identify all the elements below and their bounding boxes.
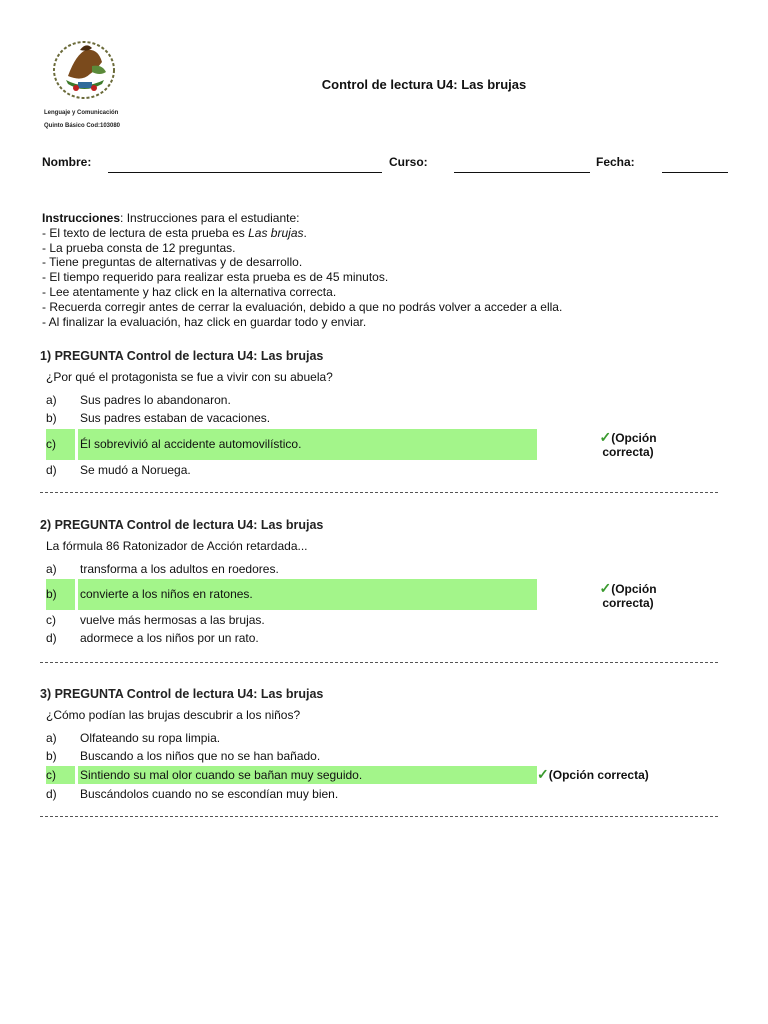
instruction-line: - Lee atentamente y haz click en la alternativa correcta.: [42, 284, 337, 299]
book-title: Las brujas: [248, 225, 304, 240]
document-title: Control de lectura U4: Las brujas: [321, 77, 527, 92]
subject-label: Lenguaje y Comunicación: [44, 110, 119, 116]
option-text: Sus padres estaban de vacaciones.: [80, 411, 271, 425]
q1-option-a[interactable]: [46, 391, 537, 410]
question-2-title: 2) PREGUNTA Control de lectura U4: Las brujas: [40, 518, 324, 532]
option-text: adormece a los niños por un rato.: [80, 631, 259, 645]
instruction-line: - Tiene preguntas de alternativas y de desarrollo.: [42, 255, 303, 270]
option-letter: d): [46, 631, 57, 645]
q2-option-a[interactable]: [46, 560, 537, 579]
q3-option-a[interactable]: [46, 729, 537, 748]
option-text: Olfateando su ropa limpia.: [80, 731, 221, 745]
question-divider: [40, 492, 718, 493]
mark-text: (Opción: [611, 582, 657, 596]
option-text: Sus padres lo abandonaron.: [80, 393, 231, 407]
option-text: Sintiendo su mal olor cuando se bañan muy seguido.: [80, 768, 363, 782]
question-divider: [40, 816, 718, 817]
instruction-line: - Al finalizar la evaluación, haz click en guardar todo y enviar.: [42, 314, 367, 329]
option-letter: c): [46, 437, 56, 451]
question-3-text: ¿Cómo podían las brujas descubrir a los niños?: [46, 708, 301, 722]
question-2-text: La fórmula 86 Ratonizador de Acción retardada...: [46, 539, 308, 553]
name-label: Nombre:: [42, 155, 92, 169]
q2-option-c[interactable]: [46, 611, 537, 630]
instructions-heading: Instrucciones: [42, 211, 121, 225]
name-line: [108, 172, 382, 173]
option-letter: b): [46, 411, 57, 425]
checkmark-icon: ✓: [599, 429, 612, 445]
checkmark-icon: ✓: [599, 580, 612, 596]
date-label: Fecha:: [596, 155, 635, 169]
option-letter: a): [46, 731, 57, 745]
q3-option-b[interactable]: [46, 747, 537, 766]
instruction-line: - La prueba consta de 12 preguntas.: [42, 240, 236, 255]
option-letter: b): [46, 587, 57, 601]
mark-text: correcta): [602, 596, 654, 610]
option-text: Se mudó a Noruega.: [80, 463, 191, 477]
option-letter: b): [46, 749, 57, 763]
instructions-intro: : Instrucciones para el estudiante:: [120, 211, 300, 225]
date-line: [662, 172, 728, 173]
q1-option-d[interactable]: [46, 461, 537, 480]
instruction-line: - El texto de lectura de esta prueba es: [42, 225, 249, 240]
option-letter: a): [46, 393, 57, 407]
mark-text: correcta): [602, 445, 654, 459]
option-letter: d): [46, 787, 57, 801]
option-letter: a): [46, 562, 57, 576]
option-letter: d): [46, 463, 57, 477]
option-text: transforma a los adultos en roedores.: [80, 562, 279, 576]
q3-option-c[interactable]: [46, 766, 537, 784]
option-letter: c): [46, 613, 56, 627]
q1-option-b[interactable]: [46, 409, 537, 428]
course-label: Curso:: [389, 155, 428, 169]
mark-text: (Opción correcta): [548, 768, 649, 782]
q3-correct-mark: [537, 767, 649, 782]
q2-correct-mark: [588, 581, 668, 610]
option-text: convierte a los niños en ratones.: [80, 587, 253, 601]
option-text: Buscando a los niños que no se han bañado.: [80, 749, 321, 763]
checkmark-icon: ✓: [537, 766, 549, 782]
course-line: [454, 172, 590, 173]
q3-option-d[interactable]: [46, 785, 537, 804]
coat-of-arms-logo-icon: [46, 36, 122, 102]
q1-option-c[interactable]: [46, 429, 537, 460]
question-1-title: 1) PREGUNTA Control de lectura U4: Las brujas: [40, 349, 324, 363]
option-text: Él sobrevivió al accidente automovilístico.: [80, 437, 302, 451]
question-3-title: 3) PREGUNTA Control de lectura U4: Las brujas: [40, 687, 324, 701]
course-code-label: Quinto Básico Cod:103080: [44, 123, 121, 129]
question-divider: [40, 662, 718, 663]
q1-correct-mark: [588, 430, 668, 459]
option-text: Buscándolos cuando no se escondían muy bien.: [80, 787, 339, 801]
instructions-block: [42, 211, 562, 329]
question-1-text: ¿Por qué el protagonista se fue a vivir con su abuela?: [46, 370, 333, 384]
option-text: vuelve más hermosas a las brujas.: [80, 613, 265, 627]
q2-option-d[interactable]: [46, 629, 537, 648]
instruction-punct: .: [303, 225, 307, 240]
option-letter: c): [46, 768, 56, 782]
mark-text: (Opción: [611, 431, 657, 445]
instruction-line: - El tiempo requerido para realizar esta prueba es de 45 minutos.: [42, 270, 389, 285]
q2-option-b[interactable]: [46, 579, 537, 610]
instruction-line: - Recuerda corregir antes de cerrar la evaluación, debido a que no podrás volver a acceder a ella.: [42, 299, 563, 314]
